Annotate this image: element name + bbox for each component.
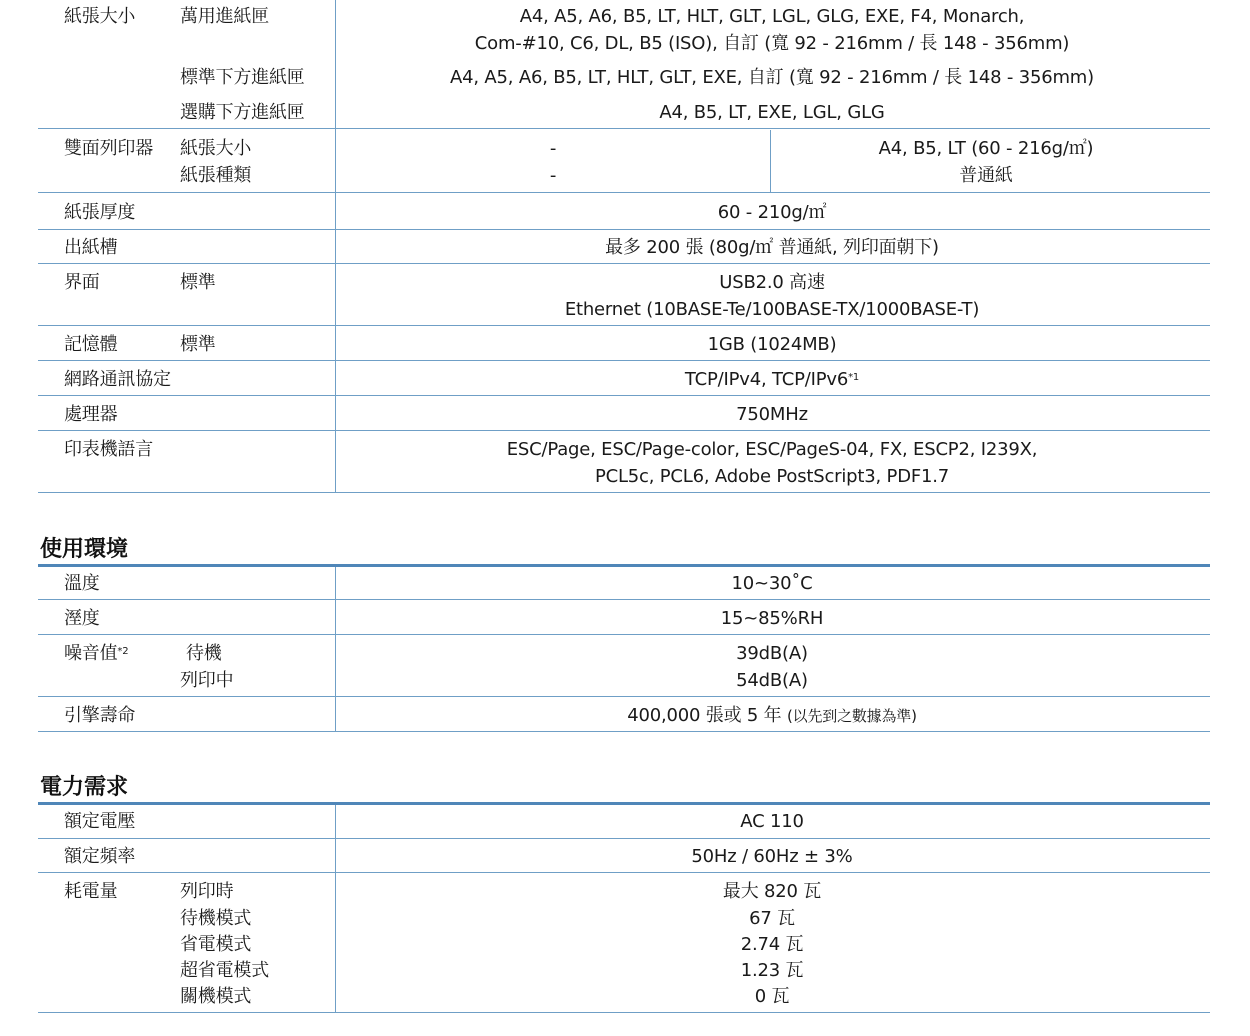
row-divider	[38, 263, 1210, 264]
table-bottom-border	[38, 1012, 1210, 1013]
opt-lower-tray-value: A4, B5, LT, EXE, LGL, GLG	[659, 102, 885, 123]
interface-value-line1: USB2.0 高速	[719, 272, 825, 293]
noise-standby-label: 待機	[186, 643, 222, 664]
power-section-title: 電力需求	[40, 775, 129, 800]
duplex-right-size: A4, B5, LT (60 - 216g/㎡)	[878, 138, 1094, 159]
table-bottom-border	[38, 492, 1210, 493]
row-divider	[38, 430, 1210, 431]
cpu-value: 750MHz	[736, 404, 808, 425]
mp-tray-value-line1: A4, A5, A6, B5, LT, HLT, GLT, LGL, GLG, EXE, F4, Monarch,	[519, 6, 1025, 27]
row-divider	[38, 325, 1210, 326]
duplex-left-type: -	[549, 165, 557, 186]
noise-printing-label: 列印中	[180, 670, 234, 691]
row-divider	[38, 838, 1210, 839]
row-divider	[38, 395, 1210, 396]
opt-lower-tray-label: 選購下方進紙匣	[180, 102, 305, 123]
noise-standby-value: 39dB(A)	[736, 643, 808, 664]
temperature-value: 10~30˚C	[731, 573, 813, 594]
noise-label	[64, 641, 128, 667]
row-divider	[38, 128, 1210, 129]
rated-frequency-value: 50Hz / 60Hz ± 3%	[691, 846, 853, 867]
table-bottom-border	[38, 731, 1210, 732]
memory-label: 記憶體	[64, 334, 118, 355]
mode-value-power-save: 2.74 瓦	[740, 934, 804, 955]
interface-sub-label: 標準	[180, 272, 216, 293]
memory-value: 1GB (1024MB)	[707, 334, 837, 355]
language-value-line2: PCL5c, PCL6, Adobe PostScript3, PDF1.7	[594, 466, 950, 487]
row-divider	[38, 634, 1210, 635]
std-lower-tray-label: 標準下方進紙匣	[180, 67, 305, 88]
output-tray-label: 出紙槽	[64, 237, 118, 258]
duplex-left-size: -	[549, 138, 557, 159]
mode-value-off: 0 瓦	[754, 986, 790, 1007]
std-lower-tray-value: A4, A5, A6, B5, LT, HLT, GLT, EXE, 自訂 (寬 92 - 216mm / 長 148 - 356mm)	[450, 67, 1094, 88]
row-divider	[38, 599, 1210, 600]
interface-value-line2: Ethernet (10BASE-Te/100BASE-TX/1000BASE-T)	[564, 299, 980, 320]
row-divider	[38, 696, 1210, 697]
memory-sub-label: 標準	[180, 334, 216, 355]
mode-value-printing: 最大 820 瓦	[722, 881, 822, 902]
mode-label-printing: 列印時	[180, 881, 234, 902]
output-tray-value: 最多 200 張 (80g/㎡ 普通紙, 列印面朝下)	[605, 237, 939, 258]
rated-frequency-label: 額定頻率	[64, 846, 136, 867]
language-value-line1: ESC/Page, ESC/Page-color, ESC/PageS-04, FX, ESCP2, I239X,	[506, 439, 1038, 460]
duplex-right-type: 普通紙	[959, 165, 1013, 186]
mp-tray-value-line2: Com-#10, C6, DL, B5 (ISO), 自訂 (寬 92 - 216mm / 長 148 - 356mm)	[474, 33, 1070, 54]
power-consumption-label: 耗電量	[64, 881, 118, 902]
language-label: 印表機語言	[64, 439, 153, 460]
rated-voltage-label: 額定電壓	[64, 811, 136, 832]
protocol-value	[336, 367, 1208, 393]
engine-life-label: 引擎壽命	[64, 705, 136, 726]
section-rule	[38, 564, 1210, 567]
mode-label-power-save: 省電模式	[180, 934, 252, 955]
environment-section-title: 使用環境	[40, 537, 129, 562]
mode-label-off: 關機模式	[180, 986, 252, 1007]
row-divider	[38, 360, 1210, 361]
thickness-value: 60 - 210g/㎡	[717, 202, 827, 223]
engine-life-value	[336, 703, 1208, 729]
duplex-type-label: 紙張種類	[180, 165, 252, 186]
noise-label-text: 噪音值	[64, 643, 118, 664]
section-rule	[38, 802, 1210, 805]
temperature-label: 溫度	[64, 573, 100, 594]
cpu-label: 處理器	[64, 404, 118, 425]
duplex-label: 雙面列印器	[64, 138, 153, 159]
humidity-value: 15~85%RH	[720, 608, 824, 629]
protocol-footnote-mark: *1	[848, 372, 860, 383]
interface-label: 界面	[64, 272, 100, 293]
engine-life-value-text: 400,000 張或 5 年	[627, 705, 782, 726]
row-divider	[38, 872, 1210, 873]
row-divider	[38, 192, 1210, 193]
noise-printing-value: 54dB(A)	[736, 670, 808, 691]
thickness-label: 紙張厚度	[64, 202, 136, 223]
mp-tray-label: 萬用進紙匣	[180, 6, 269, 27]
humidity-label: 溼度	[64, 608, 100, 629]
rated-voltage-value: AC 110	[740, 811, 804, 832]
row-divider	[38, 229, 1210, 230]
mode-value-standby: 67 瓦	[749, 908, 795, 929]
protocol-label: 網路通訊協定	[64, 369, 171, 390]
mode-value-deep-sleep: 1.23 瓦	[740, 960, 804, 981]
mode-label-standby: 待機模式	[180, 908, 252, 929]
engine-life-note: (以先到之數據為準)	[787, 707, 917, 725]
noise-footnote-mark: *2	[117, 646, 129, 657]
duplex-size-label: 紙張大小	[180, 138, 252, 159]
mode-label-deep-sleep: 超省電模式	[180, 960, 269, 981]
protocol-value-text: TCP/IPv4, TCP/IPv6	[684, 369, 849, 390]
paper-size-label: 紙張大小	[64, 6, 136, 27]
